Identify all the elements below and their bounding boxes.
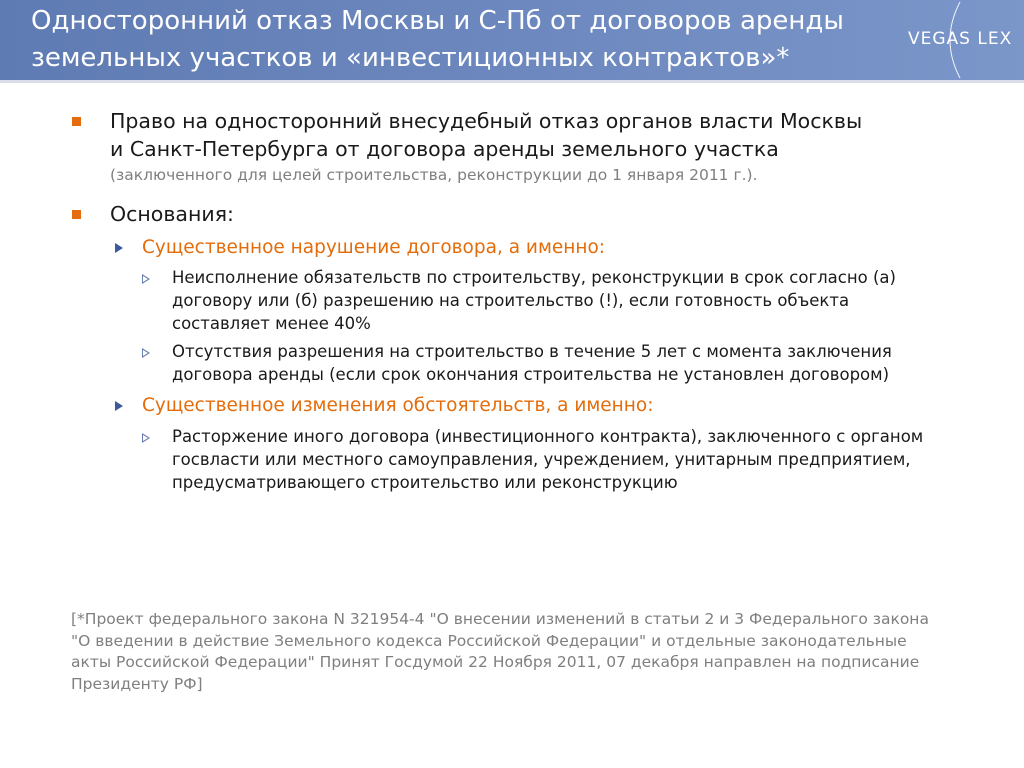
item-grounds: Основания: [110,202,234,226]
point2-line1: Отсутствия разрешения на строительство в течение 5 лет с момента заключения [172,342,892,361]
triangle-bullet-icon [115,243,123,253]
point3-line2: госвласти или местного самоуправления, учреждением, унитарным предприятием, [172,450,911,469]
square-bullet-icon [72,210,81,219]
vegas-lex-logo: VEGAS LEX [908,29,1013,49]
footnote-line1: [*Проект федерального закона N 321954-4 "О внесении изменений в статьи 2 и 3 Федерального закона [71,610,929,628]
square-bullet-icon [72,117,81,126]
point-no-permit [172,340,962,386]
sub-breach-label: Существенное нарушение договора, а именно: [142,237,606,258]
slide-header [0,0,1024,80]
point1-line2: договору или (б) разрешению на строительство (!), если готовность объекта [172,291,850,310]
footnote-line3: акты Российской Федерации" Принят Госдумой 22 Ноября 2011, 07 декабря направлен на подписание [71,653,920,671]
point1-line3: составляет менее 40% [172,314,371,333]
point1-line1: Неисполнение обязательств по строительству, реконструкции в срок согласно (а) [172,268,896,287]
header-divider [0,80,1024,83]
point-non-fulfillment [172,266,962,335]
title-line-1: Односторонний отказ Москвы и С-Пб от договоров аренды [31,6,844,36]
point3-line3: предусматривающего строительство или реконструкцию [172,473,678,492]
triangle-bullet-icon [115,401,123,411]
item1-line2: и Санкт-Петербурга от договора аренды земельного участка [110,137,779,161]
item1-note: (заключенного для целей строительства, реконструкции до 1 января 2011 г.). [110,166,758,184]
point3-line1: Расторжение иного договора (инвестиционного контракта), заключенного с органом [172,427,924,446]
footnote-line4: Президенту РФ] [71,674,203,693]
slide-title [31,3,891,77]
point-termination [172,425,962,494]
hollow-triangle-bullet-icon [142,433,150,443]
footnote-line2: "О введении в действие Земельного кодекса Российской Федерации" и отдельные законодательные [71,631,907,650]
hollow-triangle-bullet-icon [142,348,150,358]
sub-circumstances-label: Существенное изменения обстоятельств, а именно: [142,395,654,416]
point2-line2: договора аренды (если срок окончания строительства не установлен договором) [172,365,890,384]
footnote [71,609,971,695]
title-line-2: земельных участков и «инвестиционных контрактов»* [31,43,790,73]
hollow-triangle-bullet-icon [142,274,150,284]
item-right-to-refuse [110,107,960,187]
item1-line1: Право на односторонний внесудебный отказ органов власти Москвы [110,109,863,133]
